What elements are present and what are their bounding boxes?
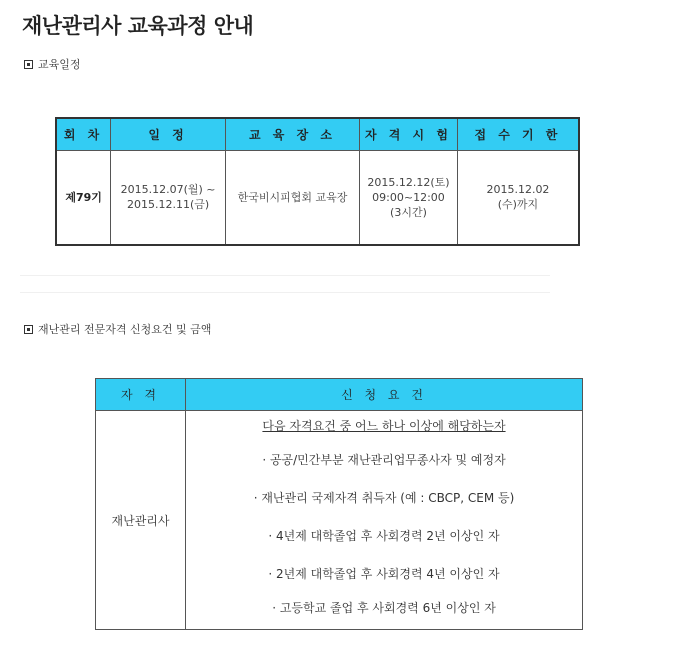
section-heading-requirements xyxy=(24,321,211,337)
list-item: · 고등학교 졸업 후 사회경력 6년 이상인 자 xyxy=(272,601,496,615)
header-qualification: 자 격 xyxy=(96,379,186,411)
schedule-start: 2015.12.07(월) ~ xyxy=(120,183,216,197)
exam-duration: (3시간) xyxy=(390,205,427,219)
list-item: · 재난관리 국제자격 취득자 (예 : CBCP, CEM 등) xyxy=(253,491,515,505)
table-row xyxy=(96,411,583,630)
divider xyxy=(20,292,550,293)
round-cell: 제79기 xyxy=(56,150,111,245)
deadline-suffix: (수)까지 xyxy=(497,198,539,212)
header-exam: 자 격 시 험 xyxy=(360,118,458,150)
header-round: 회 차 xyxy=(56,118,111,150)
list-item: · 2년제 대학졸업 후 사회경력 4년 이상인 자 xyxy=(268,567,500,581)
requirements-cell xyxy=(186,411,583,630)
square-bullet-icon xyxy=(24,60,33,69)
schedule-end: 2015.12.11(금) xyxy=(126,198,210,212)
section-heading-label: 교육일정 xyxy=(38,58,81,71)
page-title: 재난관리사 교육과정 안내 xyxy=(22,14,254,38)
location-cell: 한국비시피협회 교육장 xyxy=(225,150,359,245)
requirements-intro: 다음 자격요건 중 어느 하나 이상에 해당하는자 xyxy=(262,419,506,433)
exam-cell xyxy=(360,150,458,245)
requirements-list xyxy=(186,411,582,629)
exam-time: 09:00~12:00 xyxy=(372,190,445,204)
list-item: · 4년제 대학졸업 후 사회경력 2년 이상인 자 xyxy=(268,529,500,543)
exam-date: 2015.12.12(토) xyxy=(367,175,450,189)
header-requirements: 신 청 요 건 xyxy=(186,379,583,411)
list-item: · 공공/민간부분 재난관리업무종사자 및 예정자 xyxy=(262,453,506,467)
deadline-date: 2015.12.02 xyxy=(486,183,550,197)
table-header-row xyxy=(56,118,579,150)
schedule-cell xyxy=(111,150,226,245)
table-row xyxy=(56,150,579,245)
header-location: 교 육 장 소 xyxy=(225,118,359,150)
schedule-table xyxy=(55,117,580,246)
qualification-cell: 재난관리사 xyxy=(96,411,186,630)
divider xyxy=(20,275,550,276)
square-bullet-icon xyxy=(24,325,33,334)
header-deadline: 접 수 기 한 xyxy=(457,118,579,150)
section-heading-schedule xyxy=(24,56,81,72)
table-header-row xyxy=(96,379,583,411)
header-schedule: 일 정 xyxy=(111,118,226,150)
deadline-cell xyxy=(457,150,579,245)
requirements-table xyxy=(95,378,583,630)
section-heading-label: 재난관리 전문자격 신청요건 및 금액 xyxy=(38,323,212,336)
